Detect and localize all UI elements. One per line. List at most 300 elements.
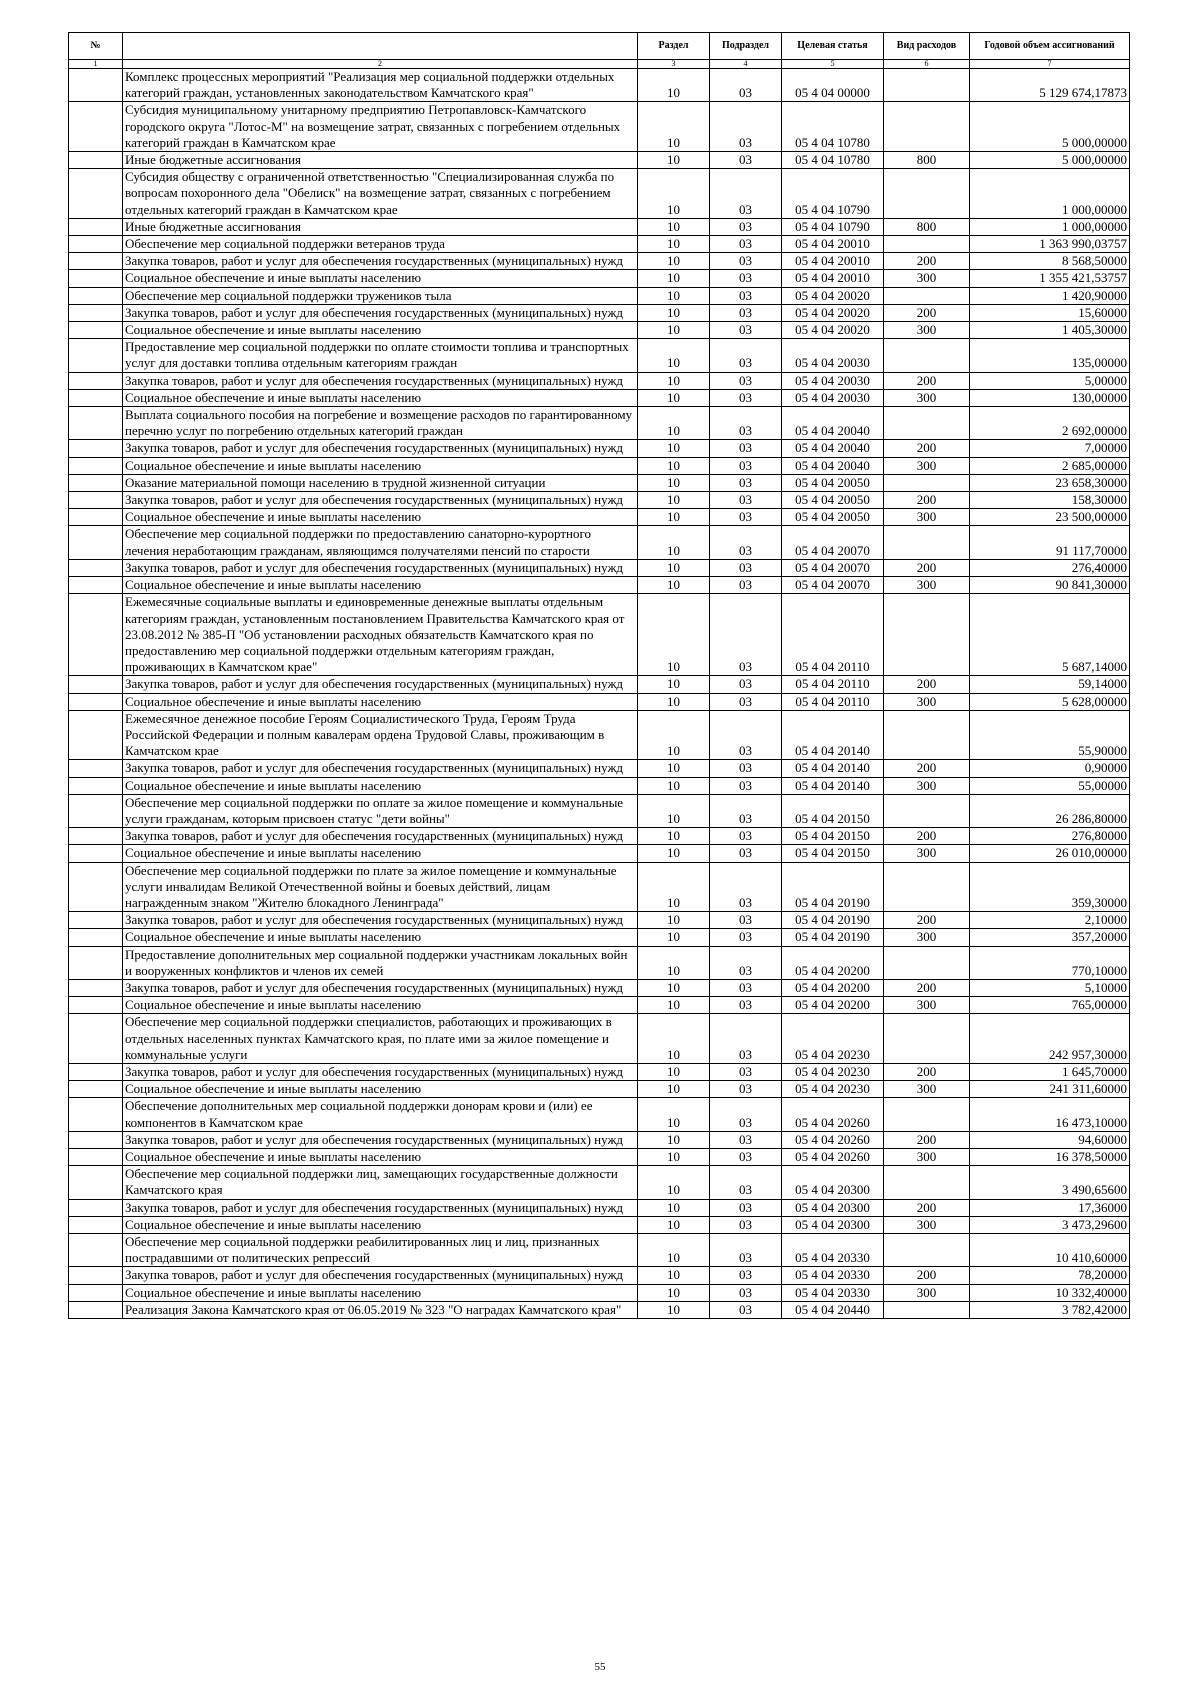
table-row — [69, 339, 1130, 372]
table-row — [69, 102, 1130, 152]
row-amount-cell: 5 000,00000 — [970, 152, 1130, 169]
row-target-article-cell: 05 4 04 20300 — [782, 1166, 884, 1199]
table-row — [69, 218, 1130, 235]
table-row — [69, 169, 1130, 219]
row-name-cell: Субсидия муниципальному унитарному предприятию Петропавловск-Камчатского городского округа "Лотос-М" на возмещение затрат, связанных с погребением отдельных категорий граждан в Камчатском крае — [123, 102, 638, 152]
row-target-article-cell: 05 4 04 20260 — [782, 1098, 884, 1131]
row-amount-cell: 23 658,30000 — [970, 474, 1130, 491]
row-number-cell — [69, 1131, 123, 1148]
row-podrazdel-cell: 03 — [710, 270, 782, 287]
row-podrazdel-cell: 03 — [710, 693, 782, 710]
row-podrazdel-cell: 03 — [710, 389, 782, 406]
column-number: 5 — [782, 60, 884, 69]
column-number: 4 — [710, 60, 782, 69]
row-name-cell: Закупка товаров, работ и услуг для обеспечения государственных (муниципальных) нужд — [123, 492, 638, 509]
row-amount-cell: 26 010,00000 — [970, 845, 1130, 862]
table-row — [69, 69, 1130, 102]
row-amount-cell: 3 782,42000 — [970, 1301, 1130, 1318]
row-razdel-cell: 10 — [638, 1014, 710, 1064]
row-number-cell — [69, 1149, 123, 1166]
row-podrazdel-cell: 03 — [710, 474, 782, 491]
row-expense-type-cell — [884, 946, 970, 979]
row-expense-type-cell: 300 — [884, 845, 970, 862]
row-expense-type-cell — [884, 1166, 970, 1199]
row-expense-type-cell: 200 — [884, 253, 970, 270]
row-name-cell: Социальное обеспечение и иные выплаты населению — [123, 929, 638, 946]
row-target-article-cell: 05 4 04 20140 — [782, 760, 884, 777]
row-amount-cell: 765,00000 — [970, 997, 1130, 1014]
row-razdel-cell: 10 — [638, 577, 710, 594]
row-expense-type-cell: 200 — [884, 912, 970, 929]
row-podrazdel-cell: 03 — [710, 1014, 782, 1064]
row-expense-type-cell — [884, 594, 970, 676]
row-name-cell: Иные бюджетные ассигнования — [123, 218, 638, 235]
row-name-cell: Социальное обеспечение и иные выплаты населению — [123, 1149, 638, 1166]
row-expense-type-cell: 200 — [884, 1199, 970, 1216]
row-number-cell — [69, 69, 123, 102]
row-target-article-cell: 05 4 04 20300 — [782, 1216, 884, 1233]
row-name-cell: Социальное обеспечение и иные выплаты населению — [123, 322, 638, 339]
row-number-cell — [69, 912, 123, 929]
row-expense-type-cell: 300 — [884, 1216, 970, 1233]
row-expense-type-cell: 300 — [884, 389, 970, 406]
row-podrazdel-cell: 03 — [710, 828, 782, 845]
row-razdel-cell: 10 — [638, 457, 710, 474]
row-razdel-cell: 10 — [638, 845, 710, 862]
row-expense-type-cell: 300 — [884, 1149, 970, 1166]
row-number-cell — [69, 845, 123, 862]
row-amount-cell: 1 000,00000 — [970, 218, 1130, 235]
row-expense-type-cell: 300 — [884, 270, 970, 287]
row-target-article-cell: 05 4 04 20190 — [782, 862, 884, 912]
row-target-article-cell: 05 4 04 20030 — [782, 339, 884, 372]
row-number-cell — [69, 862, 123, 912]
row-expense-type-cell: 300 — [884, 457, 970, 474]
table-row — [69, 1216, 1130, 1233]
row-name-cell: Субсидия обществу с ограниченной ответственностью "Специализированная служба по вопросам похоронного дела "Обелиск" на возмещение затрат, связанных с погребением отдельных категорий граждан в Камчатском крае — [123, 169, 638, 219]
row-name-cell: Иные бюджетные ассигнования — [123, 152, 638, 169]
row-amount-cell: 135,00000 — [970, 339, 1130, 372]
row-target-article-cell: 05 4 04 20040 — [782, 407, 884, 440]
row-expense-type-cell: 300 — [884, 509, 970, 526]
row-razdel-cell: 10 — [638, 236, 710, 253]
row-amount-cell: 2,10000 — [970, 912, 1130, 929]
row-name-cell: Ежемесячное денежное пособие Героям Социалистического Труда, Героям Труда Российской Федерации и полным кавалерам ордена Трудовой Славы, проживающим в Камчатском крае — [123, 710, 638, 760]
table-row — [69, 152, 1130, 169]
row-target-article-cell: 05 4 04 10790 — [782, 218, 884, 235]
row-target-article-cell: 05 4 04 20190 — [782, 929, 884, 946]
row-target-article-cell: 05 4 04 20070 — [782, 559, 884, 576]
row-expense-type-cell: 200 — [884, 304, 970, 321]
row-name-cell: Оказание материальной помощи населению в трудной жизненной ситуации — [123, 474, 638, 491]
row-target-article-cell: 05 4 04 20020 — [782, 322, 884, 339]
row-target-article-cell: 05 4 04 20140 — [782, 777, 884, 794]
row-target-article-cell: 05 4 04 20050 — [782, 474, 884, 491]
row-number-cell — [69, 676, 123, 693]
row-razdel-cell: 10 — [638, 372, 710, 389]
row-razdel-cell: 10 — [638, 828, 710, 845]
row-target-article-cell: 05 4 04 10780 — [782, 152, 884, 169]
row-target-article-cell: 05 4 04 20010 — [782, 270, 884, 287]
row-razdel-cell: 10 — [638, 1301, 710, 1318]
row-expense-type-cell — [884, 1301, 970, 1318]
header-podrazdel: Подраздел — [710, 33, 782, 60]
row-target-article-cell: 05 4 04 20020 — [782, 287, 884, 304]
row-expense-type-cell — [884, 287, 970, 304]
table-row — [69, 559, 1130, 576]
row-razdel-cell: 10 — [638, 526, 710, 559]
row-razdel-cell: 10 — [638, 339, 710, 372]
row-number-cell — [69, 218, 123, 235]
row-number-cell — [69, 236, 123, 253]
row-razdel-cell: 10 — [638, 69, 710, 102]
row-number-cell — [69, 287, 123, 304]
row-razdel-cell: 10 — [638, 693, 710, 710]
row-amount-cell: 2 692,00000 — [970, 407, 1130, 440]
row-podrazdel-cell: 03 — [710, 218, 782, 235]
row-expense-type-cell: 300 — [884, 777, 970, 794]
row-amount-cell: 5 129 674,17873 — [970, 69, 1130, 102]
row-expense-type-cell — [884, 526, 970, 559]
row-number-cell — [69, 997, 123, 1014]
row-podrazdel-cell: 03 — [710, 339, 782, 372]
row-razdel-cell: 10 — [638, 270, 710, 287]
row-podrazdel-cell: 03 — [710, 979, 782, 996]
row-name-cell: Обеспечение мер социальной поддержки тружеников тыла — [123, 287, 638, 304]
row-number-cell — [69, 322, 123, 339]
row-target-article-cell: 05 4 04 20200 — [782, 979, 884, 996]
table-row — [69, 372, 1130, 389]
row-target-article-cell: 05 4 04 20330 — [782, 1267, 884, 1284]
row-amount-cell: 1 420,90000 — [970, 287, 1130, 304]
page-number: 55 — [594, 1661, 606, 1673]
table-row — [69, 287, 1130, 304]
row-amount-cell: 130,00000 — [970, 389, 1130, 406]
row-name-cell: Закупка товаров, работ и услуг для обеспечения государственных (муниципальных) нужд — [123, 253, 638, 270]
row-amount-cell: 1 000,00000 — [970, 169, 1130, 219]
table-row — [69, 1199, 1130, 1216]
row-name-cell: Обеспечение мер социальной поддержки по плате за жилое помещение и коммунальные услуги инвалидам Великой Отечественной войны и боевых действий, лицам награжденным знаком "Жителю блокадного Ленинграда" — [123, 862, 638, 912]
table-row — [69, 1081, 1130, 1098]
row-number-cell — [69, 1014, 123, 1064]
row-number-cell — [69, 474, 123, 491]
row-razdel-cell: 10 — [638, 253, 710, 270]
row-expense-type-cell: 200 — [884, 760, 970, 777]
row-amount-cell: 5 687,14000 — [970, 594, 1130, 676]
row-name-cell: Закупка товаров, работ и услуг для обеспечения государственных (муниципальных) нужд — [123, 1063, 638, 1080]
row-razdel-cell: 10 — [638, 1081, 710, 1098]
row-razdel-cell: 10 — [638, 794, 710, 827]
row-name-cell: Закупка товаров, работ и услуг для обеспечения государственных (муниципальных) нужд — [123, 1131, 638, 1148]
row-name-cell: Социальное обеспечение и иные выплаты населению — [123, 457, 638, 474]
column-number: 7 — [970, 60, 1130, 69]
table-row — [69, 594, 1130, 676]
row-podrazdel-cell: 03 — [710, 1267, 782, 1284]
row-name-cell: Обеспечение дополнительных мер социальной поддержки донорам крови и (или) ее компонентов в Камчатском крае — [123, 1098, 638, 1131]
row-name-cell: Закупка товаров, работ и услуг для обеспечения государственных (муниципальных) нужд — [123, 1267, 638, 1284]
row-expense-type-cell: 200 — [884, 492, 970, 509]
column-number: 6 — [884, 60, 970, 69]
row-amount-cell: 1 645,70000 — [970, 1063, 1130, 1080]
row-podrazdel-cell: 03 — [710, 1081, 782, 1098]
row-podrazdel-cell: 03 — [710, 1098, 782, 1131]
row-podrazdel-cell: 03 — [710, 794, 782, 827]
budget-table-page — [68, 32, 1129, 1319]
table-row — [69, 526, 1130, 559]
row-expense-type-cell: 200 — [884, 1063, 970, 1080]
row-target-article-cell: 05 4 04 20230 — [782, 1063, 884, 1080]
table-row — [69, 845, 1130, 862]
row-expense-type-cell: 200 — [884, 1267, 970, 1284]
row-amount-cell: 158,30000 — [970, 492, 1130, 509]
row-podrazdel-cell: 03 — [710, 236, 782, 253]
table-row — [69, 1284, 1130, 1301]
row-razdel-cell: 10 — [638, 929, 710, 946]
table-row — [69, 1234, 1130, 1267]
row-target-article-cell: 05 4 04 20020 — [782, 304, 884, 321]
row-target-article-cell: 05 4 04 20010 — [782, 236, 884, 253]
row-podrazdel-cell: 03 — [710, 760, 782, 777]
row-number-cell — [69, 594, 123, 676]
row-expense-type-cell: 300 — [884, 1081, 970, 1098]
row-amount-cell: 10 410,60000 — [970, 1234, 1130, 1267]
table-row — [69, 794, 1130, 827]
row-target-article-cell: 05 4 04 20010 — [782, 253, 884, 270]
row-amount-cell: 16 473,10000 — [970, 1098, 1130, 1131]
table-row — [69, 828, 1130, 845]
row-number-cell — [69, 559, 123, 576]
table-row — [69, 1267, 1130, 1284]
row-razdel-cell: 10 — [638, 594, 710, 676]
header-number: № — [69, 33, 123, 60]
column-number: 3 — [638, 60, 710, 69]
row-expense-type-cell: 800 — [884, 152, 970, 169]
header-annual-amount: Годовой объем ассигнований — [970, 33, 1130, 60]
row-razdel-cell: 10 — [638, 407, 710, 440]
row-number-cell — [69, 794, 123, 827]
row-target-article-cell: 05 4 04 20260 — [782, 1131, 884, 1148]
row-expense-type-cell — [884, 339, 970, 372]
header-expense-type: Вид расходов — [884, 33, 970, 60]
column-numbers-row — [69, 60, 1130, 69]
row-podrazdel-cell: 03 — [710, 372, 782, 389]
row-podrazdel-cell: 03 — [710, 1063, 782, 1080]
table-row — [69, 440, 1130, 457]
row-podrazdel-cell: 03 — [710, 69, 782, 102]
row-expense-type-cell — [884, 236, 970, 253]
row-podrazdel-cell: 03 — [710, 710, 782, 760]
row-name-cell: Социальное обеспечение и иные выплаты населению — [123, 1284, 638, 1301]
row-amount-cell: 17,36000 — [970, 1199, 1130, 1216]
row-target-article-cell: 05 4 04 20110 — [782, 676, 884, 693]
row-number-cell — [69, 1199, 123, 1216]
row-podrazdel-cell: 03 — [710, 287, 782, 304]
row-razdel-cell: 10 — [638, 440, 710, 457]
column-number: 2 — [123, 60, 638, 69]
row-expense-type-cell: 300 — [884, 1284, 970, 1301]
row-target-article-cell: 05 4 04 20150 — [782, 828, 884, 845]
row-amount-cell: 16 378,50000 — [970, 1149, 1130, 1166]
row-number-cell — [69, 152, 123, 169]
row-name-cell: Закупка товаров, работ и услуг для обеспечения государственных (муниципальных) нужд — [123, 912, 638, 929]
row-amount-cell: 2 685,00000 — [970, 457, 1130, 474]
row-number-cell — [69, 440, 123, 457]
row-number-cell — [69, 102, 123, 152]
row-number-cell — [69, 389, 123, 406]
table-row — [69, 760, 1130, 777]
row-target-article-cell: 05 4 04 20050 — [782, 492, 884, 509]
row-target-article-cell: 05 4 04 20440 — [782, 1301, 884, 1318]
row-number-cell — [69, 979, 123, 996]
row-podrazdel-cell: 03 — [710, 929, 782, 946]
row-number-cell — [69, 946, 123, 979]
row-expense-type-cell — [884, 794, 970, 827]
table-row — [69, 1098, 1130, 1131]
row-amount-cell: 1 355 421,53757 — [970, 270, 1130, 287]
row-razdel-cell: 10 — [638, 102, 710, 152]
row-razdel-cell: 10 — [638, 1199, 710, 1216]
table-row — [69, 1014, 1130, 1064]
row-amount-cell: 241 311,60000 — [970, 1081, 1130, 1098]
row-razdel-cell: 10 — [638, 1098, 710, 1131]
row-amount-cell: 55,00000 — [970, 777, 1130, 794]
row-amount-cell: 5 628,00000 — [970, 693, 1130, 710]
row-name-cell: Социальное обеспечение и иные выплаты населению — [123, 777, 638, 794]
row-name-cell: Социальное обеспечение и иные выплаты населению — [123, 1081, 638, 1098]
row-razdel-cell: 10 — [638, 979, 710, 996]
row-expense-type-cell — [884, 474, 970, 491]
row-razdel-cell: 10 — [638, 1267, 710, 1284]
row-razdel-cell: 10 — [638, 287, 710, 304]
row-number-cell — [69, 577, 123, 594]
row-number-cell — [69, 492, 123, 509]
row-name-cell: Социальное обеспечение и иные выплаты населению — [123, 1216, 638, 1233]
row-name-cell: Обеспечение мер социальной поддержки лиц, замещающих государственные должности Камчатского края — [123, 1166, 638, 1199]
row-amount-cell: 242 957,30000 — [970, 1014, 1130, 1064]
row-number-cell — [69, 1081, 123, 1098]
row-number-cell — [69, 1284, 123, 1301]
row-razdel-cell: 10 — [638, 912, 710, 929]
row-podrazdel-cell: 03 — [710, 845, 782, 862]
row-number-cell — [69, 828, 123, 845]
row-name-cell: Социальное обеспечение и иные выплаты населению — [123, 693, 638, 710]
table-row — [69, 304, 1130, 321]
row-podrazdel-cell: 03 — [710, 152, 782, 169]
row-name-cell: Социальное обеспечение и иные выплаты населению — [123, 997, 638, 1014]
table-row — [69, 1149, 1130, 1166]
row-expense-type-cell: 200 — [884, 828, 970, 845]
row-name-cell: Предоставление мер социальной поддержки по оплате стоимости топлива и транспортных услуг для доставки топлива отдельным категориям граждан — [123, 339, 638, 372]
row-podrazdel-cell: 03 — [710, 559, 782, 576]
row-name-cell: Закупка товаров, работ и услуг для обеспечения государственных (муниципальных) нужд — [123, 372, 638, 389]
row-number-cell — [69, 710, 123, 760]
row-razdel-cell: 10 — [638, 997, 710, 1014]
row-podrazdel-cell: 03 — [710, 912, 782, 929]
row-podrazdel-cell: 03 — [710, 1166, 782, 1199]
header-name — [123, 33, 638, 60]
row-amount-cell: 26 286,80000 — [970, 794, 1130, 827]
row-podrazdel-cell: 03 — [710, 509, 782, 526]
row-name-cell: Социальное обеспечение и иные выплаты населению — [123, 577, 638, 594]
row-name-cell: Выплата социального пособия на погребение и возмещение расходов по гарантированному перечню услуг по погребению отдельных категорий граждан — [123, 407, 638, 440]
row-name-cell: Комплекс процессных мероприятий "Реализация мер социальной поддержки отдельных категорий граждан, установленных законодательством Камчатского края" — [123, 69, 638, 102]
row-podrazdel-cell: 03 — [710, 997, 782, 1014]
row-razdel-cell: 10 — [638, 1166, 710, 1199]
row-number-cell — [69, 169, 123, 219]
row-expense-type-cell: 800 — [884, 218, 970, 235]
row-razdel-cell: 10 — [638, 389, 710, 406]
row-podrazdel-cell: 03 — [710, 304, 782, 321]
table-row — [69, 236, 1130, 253]
row-amount-cell: 5,10000 — [970, 979, 1130, 996]
row-amount-cell: 5 000,00000 — [970, 102, 1130, 152]
row-podrazdel-cell: 03 — [710, 457, 782, 474]
row-razdel-cell: 10 — [638, 1216, 710, 1233]
row-podrazdel-cell: 03 — [710, 102, 782, 152]
row-amount-cell: 15,60000 — [970, 304, 1130, 321]
row-number-cell — [69, 1267, 123, 1284]
row-razdel-cell: 10 — [638, 492, 710, 509]
table-row — [69, 1131, 1130, 1148]
row-amount-cell: 0,90000 — [970, 760, 1130, 777]
row-target-article-cell: 05 4 04 00000 — [782, 69, 884, 102]
table-row — [69, 912, 1130, 929]
row-number-cell — [69, 1301, 123, 1318]
row-razdel-cell: 10 — [638, 509, 710, 526]
row-target-article-cell: 05 4 04 20200 — [782, 946, 884, 979]
row-expense-type-cell: 200 — [884, 372, 970, 389]
row-name-cell: Закупка товаров, работ и услуг для обеспечения государственных (муниципальных) нужд — [123, 828, 638, 845]
row-amount-cell: 276,80000 — [970, 828, 1130, 845]
row-name-cell: Обеспечение мер социальной поддержки по предоставлению санаторно-курортного лечения неработающим гражданам, являющимся получателями пенсий по старости — [123, 526, 638, 559]
row-number-cell — [69, 693, 123, 710]
table-row — [69, 474, 1130, 491]
row-amount-cell: 91 117,70000 — [970, 526, 1130, 559]
row-podrazdel-cell: 03 — [710, 594, 782, 676]
row-amount-cell: 1 405,30000 — [970, 322, 1130, 339]
row-amount-cell: 59,14000 — [970, 676, 1130, 693]
row-podrazdel-cell: 03 — [710, 676, 782, 693]
row-razdel-cell: 10 — [638, 152, 710, 169]
row-amount-cell: 359,30000 — [970, 862, 1130, 912]
row-razdel-cell: 10 — [638, 946, 710, 979]
row-name-cell: Закупка товаров, работ и услуг для обеспечения государственных (муниципальных) нужд — [123, 440, 638, 457]
row-razdel-cell: 10 — [638, 474, 710, 491]
row-expense-type-cell: 200 — [884, 1131, 970, 1148]
row-name-cell: Закупка товаров, работ и услуг для обеспечения государственных (муниципальных) нужд — [123, 1199, 638, 1216]
table-row — [69, 710, 1130, 760]
row-razdel-cell: 10 — [638, 710, 710, 760]
row-name-cell: Социальное обеспечение и иные выплаты населению — [123, 509, 638, 526]
row-expense-type-cell — [884, 407, 970, 440]
row-target-article-cell: 05 4 04 20110 — [782, 594, 884, 676]
row-expense-type-cell: 300 — [884, 693, 970, 710]
table-row — [69, 407, 1130, 440]
row-amount-cell: 90 841,30000 — [970, 577, 1130, 594]
row-expense-type-cell: 200 — [884, 559, 970, 576]
row-target-article-cell: 05 4 04 20200 — [782, 997, 884, 1014]
row-amount-cell: 94,60000 — [970, 1131, 1130, 1148]
row-amount-cell: 10 332,40000 — [970, 1284, 1130, 1301]
row-target-article-cell: 05 4 04 20070 — [782, 526, 884, 559]
row-podrazdel-cell: 03 — [710, 1301, 782, 1318]
row-number-cell — [69, 929, 123, 946]
table-row — [69, 492, 1130, 509]
row-podrazdel-cell: 03 — [710, 169, 782, 219]
row-podrazdel-cell: 03 — [710, 862, 782, 912]
table-row — [69, 676, 1130, 693]
row-razdel-cell: 10 — [638, 322, 710, 339]
